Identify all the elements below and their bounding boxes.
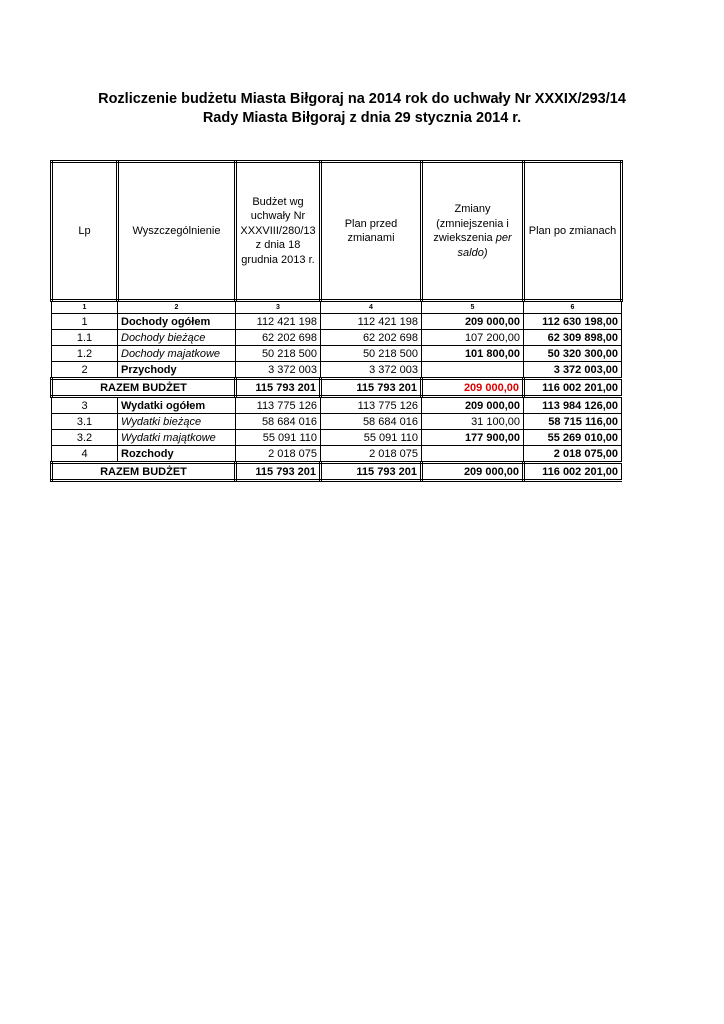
row-plan-przed: 113 775 126: [321, 397, 422, 414]
table-row: [52, 330, 622, 346]
row-lp: 3: [52, 397, 118, 414]
row-lp: 3.1: [52, 414, 118, 430]
row-plan-po: 2 018 075,00: [524, 446, 622, 463]
row-plan-po: 55 269 010,00: [524, 430, 622, 446]
table-row: [52, 362, 622, 379]
row-name: Dochody bieżące: [118, 330, 236, 346]
col-number: 4: [321, 301, 422, 314]
budget-table: [50, 160, 623, 482]
row-plan-przed: 112 421 198: [321, 314, 422, 330]
total-plan-przed: 115 793 201: [321, 463, 422, 481]
table-row: [52, 346, 622, 362]
header-lp: Lp: [52, 162, 118, 301]
row-plan-po: 62 309 898,00: [524, 330, 622, 346]
total-budzet: 115 793 201: [236, 463, 321, 481]
header-zmiany: [422, 162, 524, 301]
row-zmiany: 177 900,00: [422, 430, 524, 446]
row-lp: 1.2: [52, 346, 118, 362]
row-zmiany: 209 000,00: [422, 397, 524, 414]
table-row: [52, 314, 622, 330]
col-number: 3: [236, 301, 321, 314]
row-plan-po: 58 715 116,00: [524, 414, 622, 430]
header-wyszczegolnienie: Wyszczególnienie: [118, 162, 236, 301]
row-name: Wydatki majątkowe: [118, 430, 236, 446]
row-name: Wydatki ogółem: [118, 397, 236, 414]
header-zmiany-italic: per saldo): [457, 232, 512, 259]
row-lp: 1.1: [52, 330, 118, 346]
total-label: RAZEM BUDŻET: [52, 379, 236, 397]
row-name: Dochody ogółem: [118, 314, 236, 330]
table-row: [52, 430, 622, 446]
table-row: [52, 446, 622, 463]
row-zmiany: [422, 446, 524, 463]
column-number-row: [52, 301, 622, 314]
row-lp: 4: [52, 446, 118, 463]
row-budzet: 113 775 126: [236, 397, 321, 414]
total-row: [52, 463, 622, 481]
row-plan-po: 113 984 126,00: [524, 397, 622, 414]
row-budzet: 58 684 016: [236, 414, 321, 430]
total-plan-przed: 115 793 201: [321, 379, 422, 397]
row-name: Rozchody: [118, 446, 236, 463]
col-number: 6: [524, 301, 622, 314]
table-row: [52, 414, 622, 430]
col-number: 2: [118, 301, 236, 314]
row-budzet: 112 421 198: [236, 314, 321, 330]
total-label: RAZEM BUDŻET: [52, 463, 236, 481]
row-name: Wydatki bieżące: [118, 414, 236, 430]
row-budzet: 3 372 003: [236, 362, 321, 379]
total-plan-po: 116 002 201,00: [524, 463, 622, 481]
header-plan-po: Plan po zmianach: [524, 162, 622, 301]
row-name: Dochody majatkowe: [118, 346, 236, 362]
col-number: 1: [52, 301, 118, 314]
row-budzet: 50 218 500: [236, 346, 321, 362]
row-plan-po: 112 630 198,00: [524, 314, 622, 330]
row-zmiany: 209 000,00: [422, 314, 524, 330]
row-plan-przed: 2 018 075: [321, 446, 422, 463]
row-name: Przychody: [118, 362, 236, 379]
total-budzet: 115 793 201: [236, 379, 321, 397]
total-zmiany: 209 000,00: [422, 379, 524, 397]
row-zmiany: 31 100,00: [422, 414, 524, 430]
total-zmiany: 209 000,00: [422, 463, 524, 481]
header-budzet: Budżet wg uchwały Nr XXXVIII/280/13 z dnia 18 grudnia 2013 r.: [236, 162, 321, 301]
row-zmiany: 107 200,00: [422, 330, 524, 346]
col-number: 5: [422, 301, 524, 314]
row-plan-przed: 62 202 698: [321, 330, 422, 346]
row-zmiany: [422, 362, 524, 379]
row-plan-przed: 50 218 500: [321, 346, 422, 362]
header-zmiany-text: Zmiany (zmniejszenia i zwiekszenia: [433, 203, 509, 244]
row-plan-przed: 58 684 016: [321, 414, 422, 430]
total-plan-po: 116 002 201,00: [524, 379, 622, 397]
title-line-2: Rady Miasta Biłgoraj z dnia 29 stycznia 2014 r.: [202, 110, 522, 126]
row-budzet: 55 091 110: [236, 430, 321, 446]
row-lp: 1: [52, 314, 118, 330]
title-line-1: Rozliczenie budżetu Miasta Biłgoraj na 2014 rok do uchwały Nr XXXIX/293/14: [98, 91, 626, 107]
table-row: [52, 397, 622, 414]
row-zmiany: 101 800,00: [422, 346, 524, 362]
total-row: [52, 379, 622, 397]
row-lp: 3.2: [52, 430, 118, 446]
row-plan-po: 50 320 300,00: [524, 346, 622, 362]
row-budzet: 62 202 698: [236, 330, 321, 346]
row-lp: 2: [52, 362, 118, 379]
header-plan-przed: Plan przed zmianami: [321, 162, 422, 301]
row-plan-po: 3 372 003,00: [524, 362, 622, 379]
budget-table-wrapper: [50, 160, 623, 482]
row-plan-przed: 55 091 110: [321, 430, 422, 446]
document-title: [0, 90, 724, 128]
row-budzet: 2 018 075: [236, 446, 321, 463]
header-row: [52, 162, 622, 301]
row-plan-przed: 3 372 003: [321, 362, 422, 379]
